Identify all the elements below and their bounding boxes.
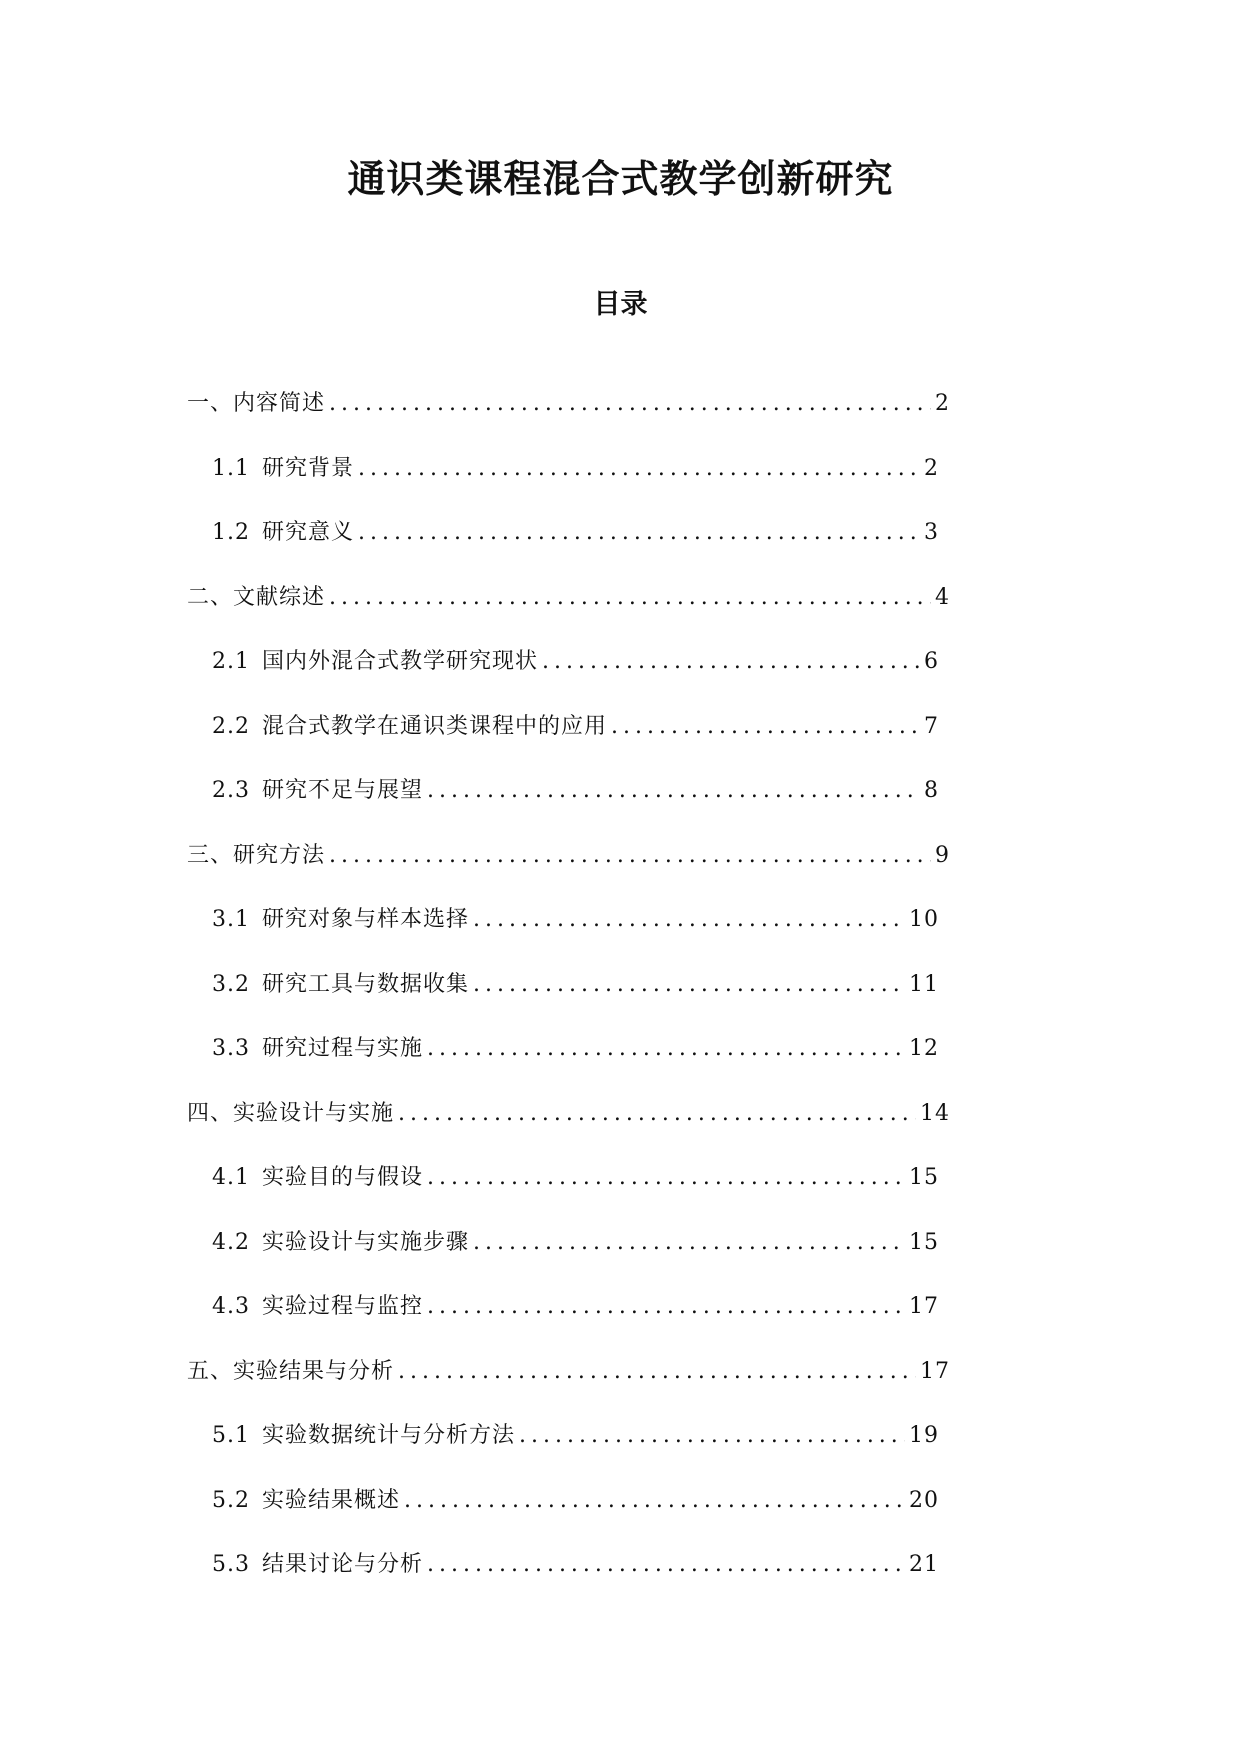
toc-section-number: 2.3	[212, 778, 250, 803]
toc-entry-label: 国内外混合式教学研究现状	[262, 649, 539, 674]
toc-entry-chapter-5[interactable]	[187, 1352, 950, 1392]
toc-entry-5-1[interactable]	[212, 1416, 939, 1456]
toc-entry-1-1[interactable]	[212, 449, 939, 489]
toc-entry-label: 五、实验结果与分析	[187, 1358, 395, 1384]
toc-entry-4-2[interactable]	[212, 1223, 939, 1263]
toc-dot-leader	[473, 1223, 905, 1263]
toc-page-number: 7	[924, 713, 939, 739]
toc-dot-leader	[329, 384, 931, 424]
toc-entry-label: 研究意义	[262, 520, 355, 545]
toc-entry-label: 一、内容简述	[187, 391, 326, 416]
toc-entry-label: 实验设计与实施步骤	[262, 1229, 470, 1255]
toc-section-number: 5.2	[212, 1487, 250, 1513]
toc-dot-leader	[404, 1481, 905, 1521]
toc-dot-leader	[398, 1094, 916, 1134]
toc-section-number: 4.2	[212, 1229, 250, 1255]
toc-entry-label: 实验目的与假设	[262, 1165, 424, 1190]
toc-entry-chapter-2[interactable]	[187, 578, 950, 618]
toc-heading: 目录	[593, 289, 648, 320]
toc-page-number: 17	[909, 1294, 939, 1319]
toc-entry-chapter-4[interactable]	[187, 1094, 950, 1134]
toc-dot-leader	[427, 1029, 905, 1069]
toc-page-number: 14	[920, 1100, 950, 1126]
toc-dot-leader	[329, 578, 931, 618]
toc-entry-label: 研究不足与展望	[262, 778, 424, 803]
toc-entry-1-2[interactable]	[212, 513, 939, 553]
toc-entry-3-1[interactable]	[212, 900, 939, 940]
toc-entry-5-2[interactable]	[212, 1481, 939, 1521]
toc-page-number: 15	[909, 1229, 939, 1255]
toc-page-number: 21	[909, 1552, 939, 1577]
toc-page-number: 2	[935, 391, 950, 416]
toc-entry-5-3[interactable]	[212, 1545, 939, 1585]
toc-entry-chapter-1[interactable]	[187, 384, 950, 424]
toc-page-number: 10	[909, 907, 939, 932]
toc-dot-leader	[427, 1158, 905, 1198]
toc-entry-label: 结果讨论与分析	[262, 1552, 424, 1577]
toc-entry-2-1[interactable]	[212, 642, 939, 682]
toc-page-number: 9	[935, 842, 950, 868]
toc-entry-label: 混合式教学在通识类课程中的应用	[262, 713, 608, 739]
toc-section-number: 3.1	[212, 907, 250, 932]
toc-entry-label: 研究对象与样本选择	[262, 907, 470, 932]
toc-dot-leader	[427, 1287, 905, 1327]
toc-entry-label: 二、文献综述	[187, 584, 326, 610]
document-title: 通识类课程混合式教学创新研究	[347, 156, 894, 201]
toc-dot-leader	[519, 1416, 905, 1456]
toc-dot-leader	[329, 836, 931, 876]
toc-page-number: 4	[935, 584, 950, 610]
toc-entry-label: 实验数据统计与分析方法	[262, 1423, 516, 1448]
toc-dot-leader	[473, 900, 905, 940]
toc-entry-4-3[interactable]	[212, 1287, 939, 1327]
toc-entry-2-2[interactable]	[212, 707, 939, 747]
toc-page-number: 3	[924, 520, 939, 545]
toc-entry-4-1[interactable]	[212, 1158, 939, 1198]
toc-section-number: 4.3	[212, 1294, 250, 1319]
toc-page-number: 2	[924, 455, 939, 481]
toc-section-number: 1.2	[212, 520, 250, 545]
toc-dot-leader	[611, 707, 920, 747]
toc-page-number: 8	[924, 778, 939, 803]
toc-page-number: 12	[909, 1036, 939, 1061]
toc-page-number: 6	[924, 649, 939, 674]
toc-section-number: 5.1	[212, 1423, 250, 1448]
toc-entry-label: 四、实验设计与实施	[187, 1100, 395, 1126]
toc-dot-leader	[398, 1352, 916, 1392]
toc-dot-leader	[542, 642, 920, 682]
toc-page-number: 19	[909, 1423, 939, 1448]
toc-section-number: 4.1	[212, 1165, 250, 1190]
toc-entry-label: 研究背景	[262, 455, 355, 481]
toc-section-number: 1.1	[212, 455, 250, 481]
toc-entry-label: 三、研究方法	[187, 842, 326, 868]
toc-entry-label: 实验结果概述	[262, 1487, 401, 1513]
toc-entry-3-2[interactable]	[212, 965, 939, 1005]
toc-page-number: 11	[909, 971, 939, 997]
toc-section-number: 3.3	[212, 1036, 250, 1061]
toc-dot-leader	[358, 513, 920, 553]
toc-section-number: 5.3	[212, 1552, 250, 1577]
toc-page-number: 17	[920, 1358, 950, 1384]
toc-entry-3-3[interactable]	[212, 1029, 939, 1069]
toc-entry-label: 研究过程与实施	[262, 1036, 424, 1061]
toc-entry-2-3[interactable]	[212, 771, 939, 811]
toc-dot-leader	[427, 771, 920, 811]
toc-entry-label: 研究工具与数据收集	[262, 971, 470, 997]
toc-dot-leader	[358, 449, 920, 489]
toc-section-number: 2.1	[212, 649, 250, 674]
toc-section-number: 3.2	[212, 971, 250, 997]
toc-page-number: 15	[909, 1165, 939, 1190]
toc-entry-chapter-3[interactable]	[187, 836, 950, 876]
toc-entry-label: 实验过程与监控	[262, 1294, 424, 1319]
toc-section-number: 2.2	[212, 713, 250, 739]
toc-dot-leader	[473, 965, 905, 1005]
toc-page-number: 20	[909, 1487, 939, 1513]
toc-dot-leader	[427, 1545, 905, 1585]
